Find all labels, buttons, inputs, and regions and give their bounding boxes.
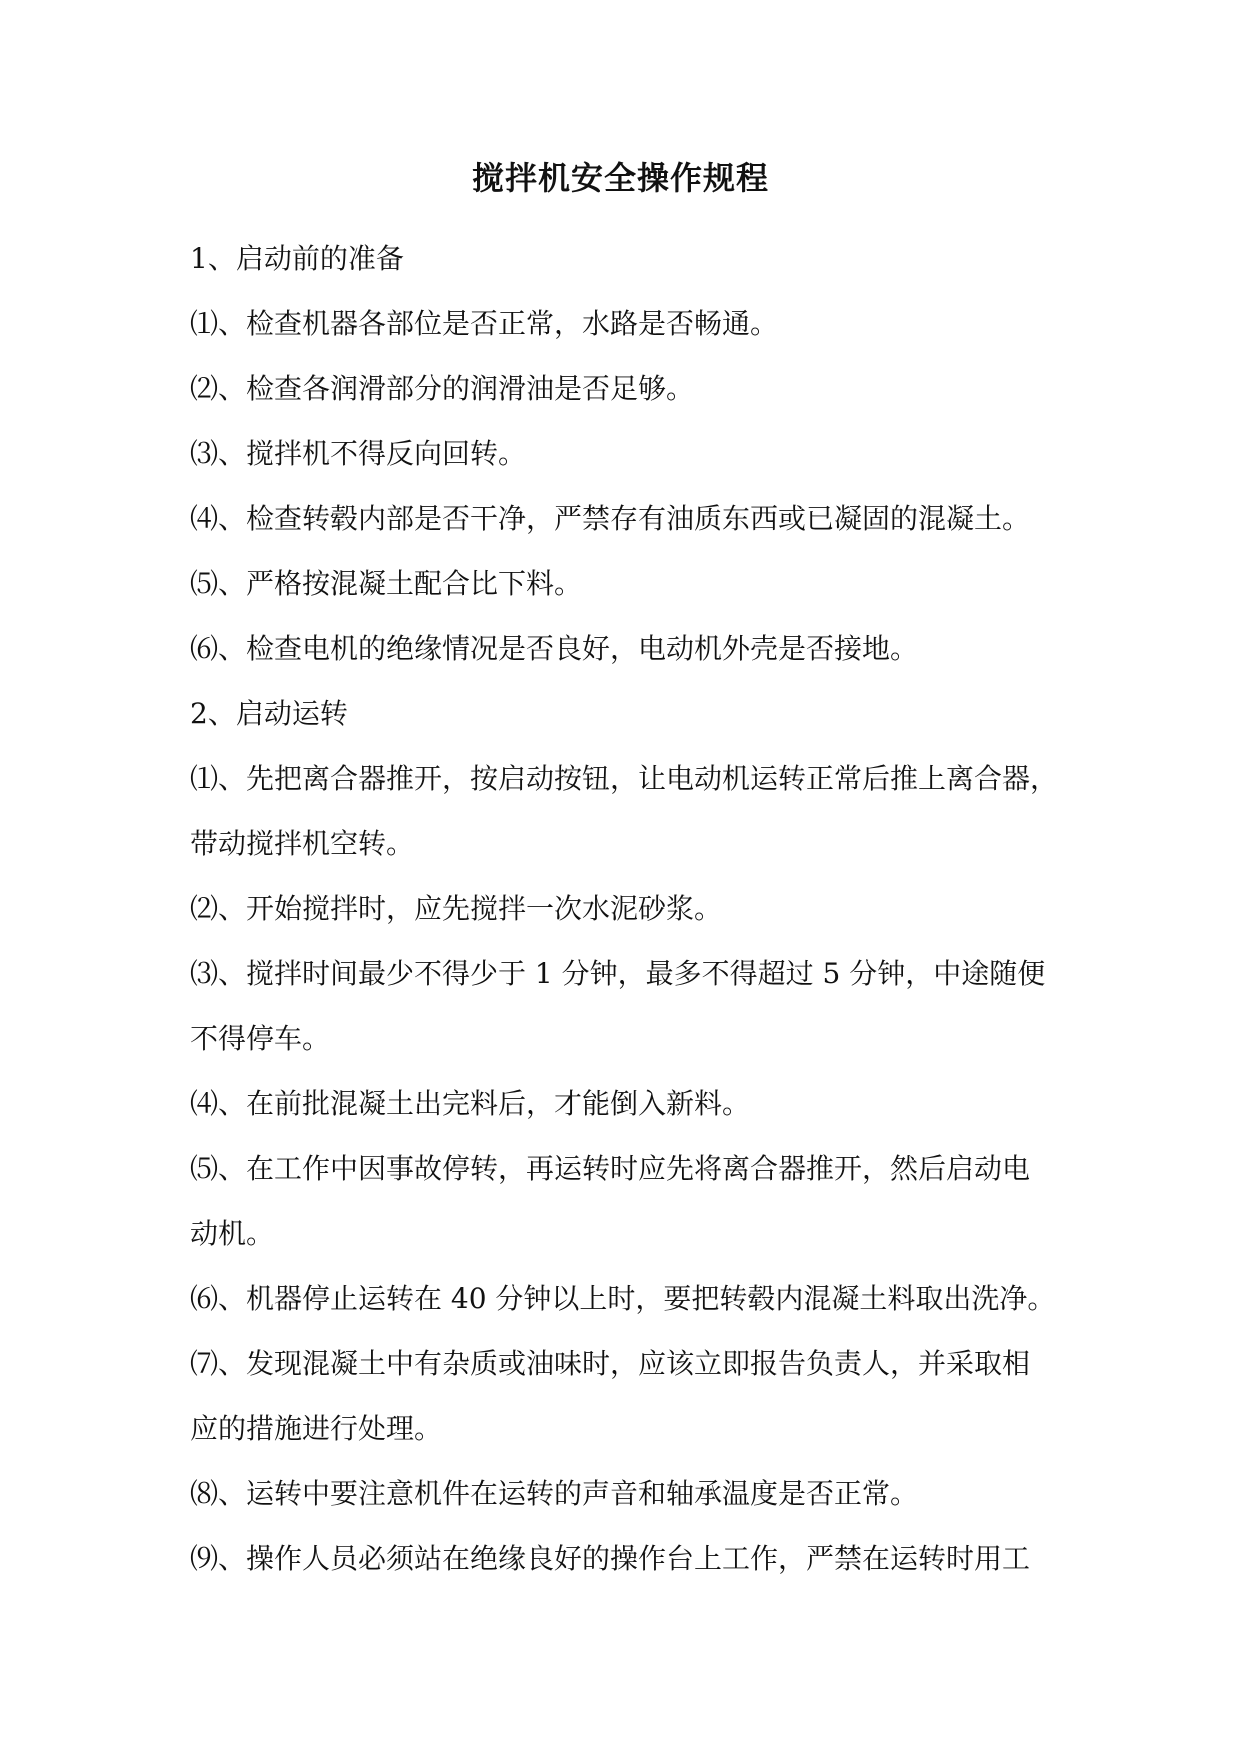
list-item: ⑶、搅拌时间最少不得少于 1 分钟，最多不得超过 5 分钟，中途随便: [190, 957, 1046, 990]
list-item: ⑺、发现混凝土中有杂质或油味时，应该立即报告负责人，并采取相: [190, 1347, 1031, 1380]
list-item: ⑷、检查转毂内部是否干净，严禁存有油质东西或已凝固的混凝土。: [190, 502, 1031, 535]
list-item-continuation: 带动搅拌机空转。: [190, 827, 415, 860]
list-item: ⑸、严格按混凝土配合比下料。: [190, 567, 583, 600]
list-item: ⑷、在前批混凝土出完料后，才能倒入新料。: [190, 1087, 751, 1120]
list-item-continuation: 动机。: [190, 1217, 275, 1250]
list-item: ⑹、机器停止运转在 40 分钟以上时，要把转毂内混凝土料取出洗净。: [190, 1282, 1056, 1315]
list-item-continuation: 应的措施进行处理。: [190, 1412, 443, 1445]
list-item: ⑴、检查机器各部位是否正常，水路是否畅通。: [190, 307, 779, 340]
list-item: ⑵、开始搅拌时，应先搅拌一次水泥砂浆。: [190, 892, 723, 925]
list-item: ⑸、在工作中因事故停转，再运转时应先将离合器推开，然后启动电: [190, 1152, 1031, 1185]
list-item-continuation: 不得停车。: [190, 1022, 331, 1055]
section-heading-startup-run: 2、启动运转: [190, 697, 348, 730]
section-heading-startup-prep: 1、启动前的准备: [190, 242, 404, 275]
list-item: ⑻、运转中要注意机件在运转的声音和轴承温度是否正常。: [190, 1477, 919, 1510]
list-item: ⑴、先把离合器推开，按启动按钮，让电动机运转正常后推上离合器，: [190, 762, 1059, 795]
list-item: ⑼、操作人员必须站在绝缘良好的操作台上工作，严禁在运转时用工: [190, 1542, 1031, 1575]
list-item: ⑶、搅拌机不得反向回转。: [190, 437, 527, 470]
list-item: ⑹、检查电机的绝缘情况是否良好，电动机外壳是否接地。: [190, 632, 919, 665]
list-item: ⑵、检查各润滑部分的润滑油是否足够。: [190, 372, 695, 405]
document-title: 搅拌机安全操作规程: [471, 159, 769, 197]
document-body: [190, 226, 1070, 1591]
